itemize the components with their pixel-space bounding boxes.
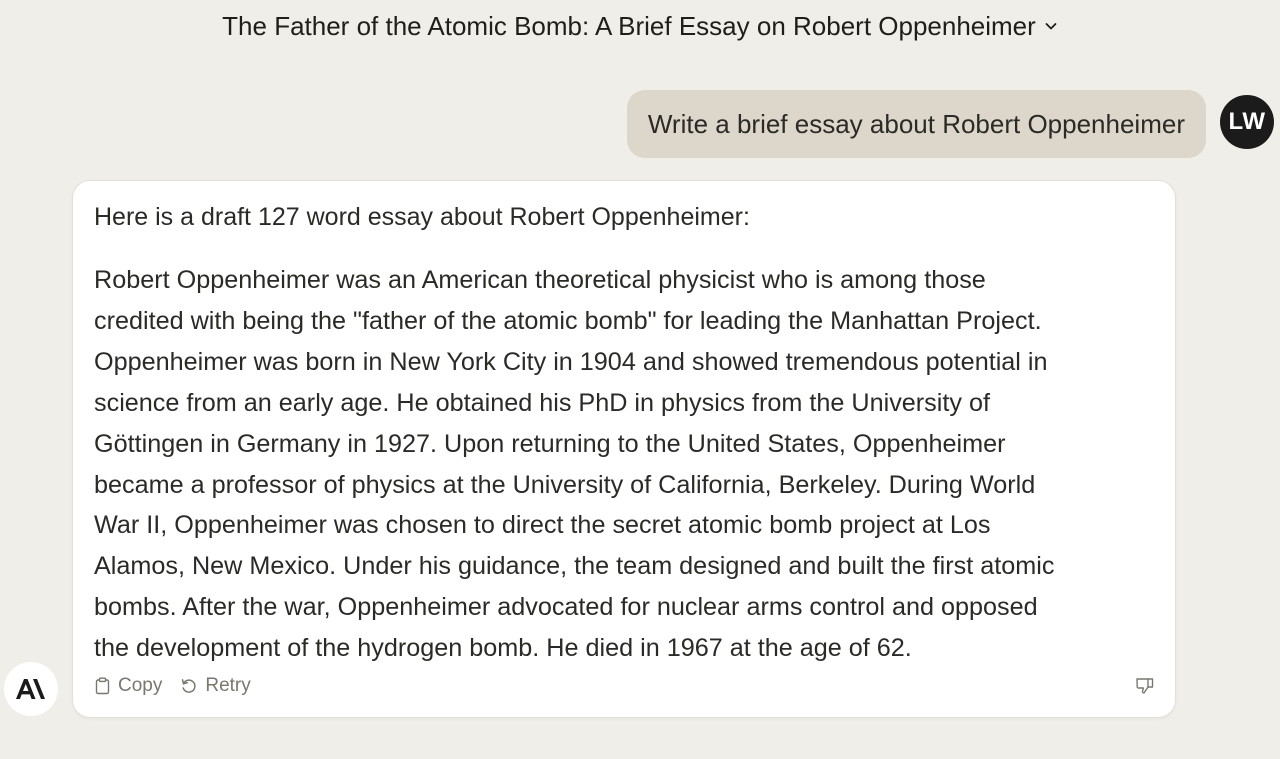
essay-line: Robert Oppenheimer was an American theoretical physicist who is among those	[94, 266, 986, 294]
essay-line: became a professor of physics at the University of California, Berkeley. During World	[94, 470, 1036, 499]
essay-line: credited with being the "father of the atomic bomb" for leading the Manhattan Project.	[94, 306, 1042, 335]
retry-label: Retry	[205, 675, 251, 696]
essay-line: War II, Oppenheimer was chosen to direct the secret atomic bomb project at Los	[94, 511, 991, 540]
avatar-initials: LW	[1228, 108, 1266, 135]
essay-line: Göttingen in Germany in 1927. Upon returning to the United States, Oppenheimer	[94, 429, 1006, 458]
assistant-intro-text: Here is a draft 127 word essay about Robert Oppenheimer:	[94, 203, 750, 231]
message-actions	[94, 675, 251, 697]
essay-line: Alamos, New Mexico. Under his guidance, the team designed and built the first atomic	[94, 552, 1055, 581]
conversation-title: The Father of the Atomic Bomb: A Brief Essay on Robert Oppenheimer	[222, 10, 1036, 41]
conversation-title-dropdown[interactable]	[222, 11, 1058, 42]
assistant-message-card	[72, 180, 1176, 718]
thumbs-down-button[interactable]	[1135, 677, 1155, 700]
user-message-bubble	[627, 90, 1206, 158]
user-message-row	[627, 90, 1274, 158]
clipboard-icon	[94, 677, 111, 695]
retry-icon	[180, 677, 198, 695]
user-message-text: Write a brief essay about Robert Oppenheimer	[647, 108, 1185, 139]
assistant-logo	[4, 662, 58, 716]
anthropic-logo-icon	[14, 677, 48, 701]
essay-line: the development of the hydrogen bomb. He died in 1967 at the age of 62.	[94, 634, 912, 663]
user-avatar[interactable]	[1220, 95, 1274, 149]
retry-button[interactable]	[180, 675, 250, 697]
conversation-header	[0, 0, 1280, 52]
copy-label: Copy	[118, 675, 163, 696]
copy-button[interactable]	[94, 675, 162, 697]
essay-line: Oppenheimer was born in New York City in 1904 and showed tremendous potential in	[94, 347, 1048, 376]
chevron-down-icon	[1044, 19, 1058, 33]
thumbs-down-icon	[1135, 677, 1155, 695]
essay-paragraph	[94, 260, 1164, 669]
essay-line: bombs. After the war, Oppenheimer advocated for nuclear arms control and opposed	[94, 593, 1038, 622]
essay-line: science from an early age. He obtained his PhD in physics from the University of	[94, 388, 990, 417]
